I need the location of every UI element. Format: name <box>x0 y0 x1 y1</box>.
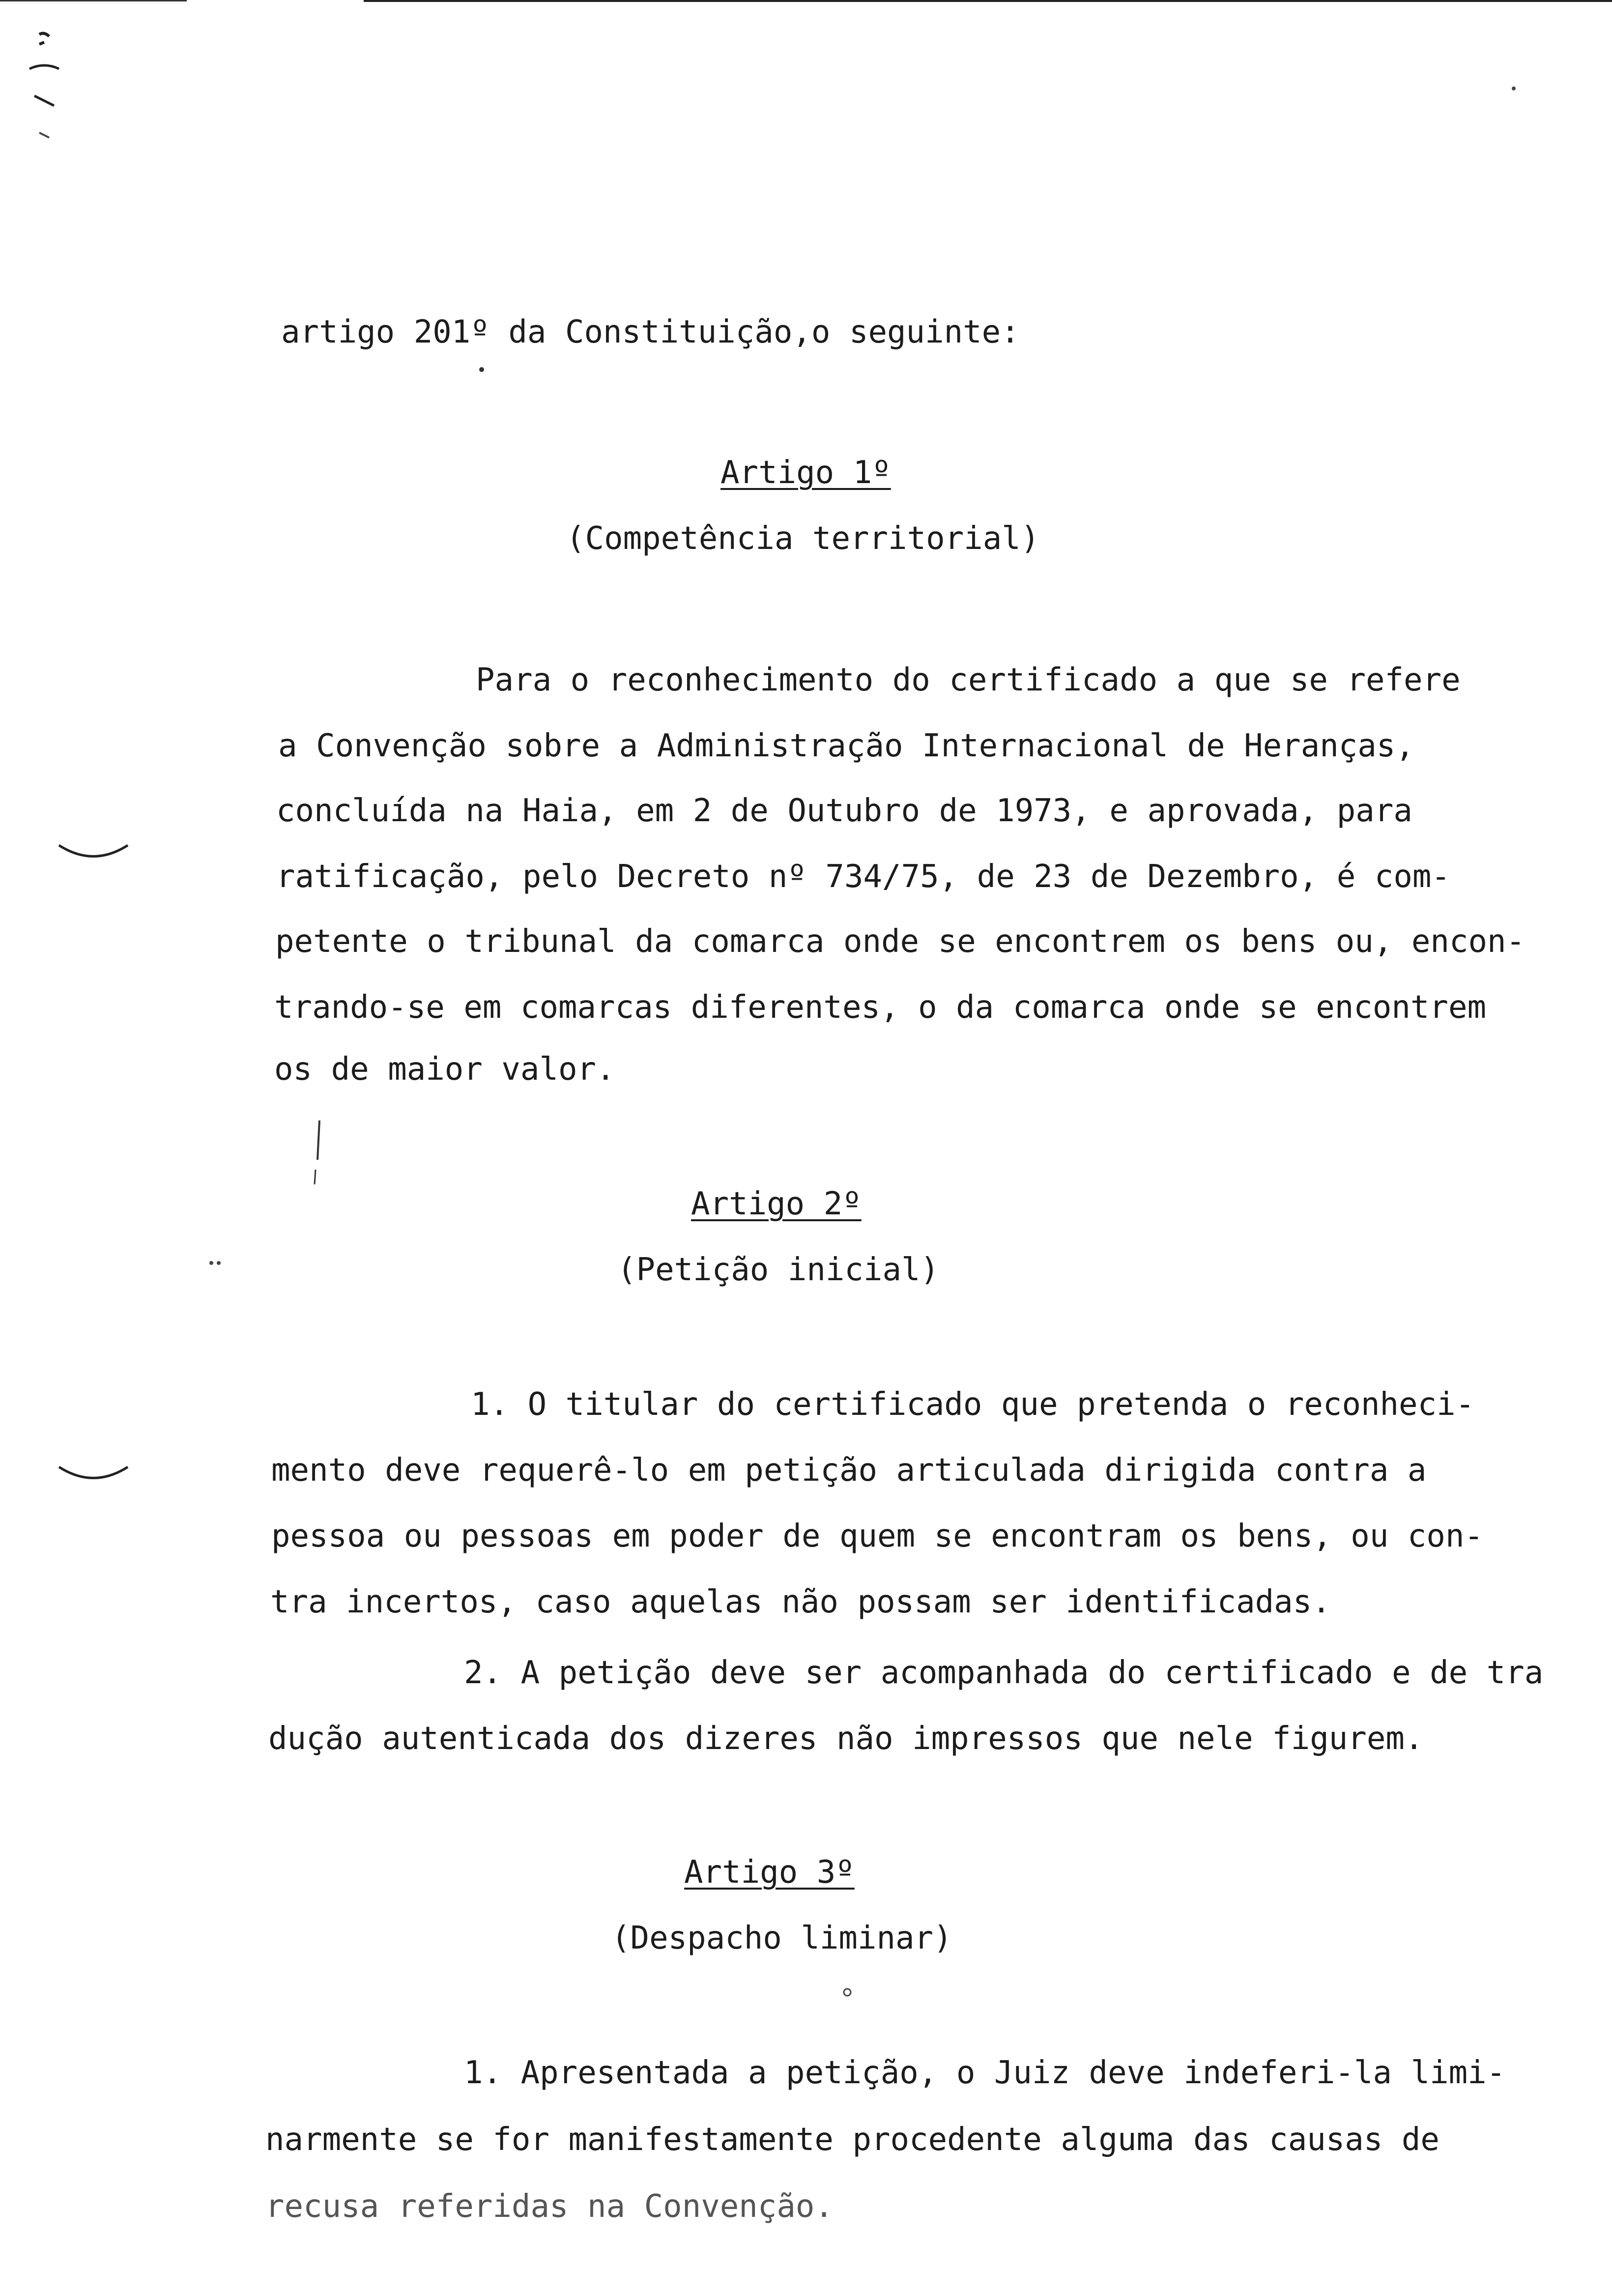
article-2-heading: Artigo 2º <box>691 1186 862 1222</box>
article-1-line: os de maior valor. <box>274 1051 615 1088</box>
article-1-line: trando-se em comarcas diferentes, o da comarca onde se encontrem <box>274 989 1486 1026</box>
article-2-line: mento deve requerê-lo em petição articulada dirigida contra a <box>271 1452 1427 1489</box>
article-2-line: pessoa ou pessoas em poder de quem se encontram os bens, ou con- <box>271 1518 1483 1554</box>
article-1-line: Para o reconhecimento do certificado a que se refere <box>476 662 1461 698</box>
article-1-heading: Artigo 1º <box>720 455 891 491</box>
article-2-line: dução autenticada dos dizeres não impressos que nele figurem. <box>268 1721 1424 1757</box>
article-3-line: 1. Apresentada a petição, o Juiz deve indeferi-la limi- <box>464 2055 1506 2091</box>
article-1-line: concluída na Haia, em 2 de Outubro de 1973, e aprovada, para <box>276 793 1412 829</box>
article-2-subtitle: (Petição inicial) <box>617 1252 940 1288</box>
intro-line: artigo 201º da Constituição,o seguinte: <box>281 314 1020 350</box>
article-1-line: petente o tribunal da comarca onde se encontrem os bens ou, encon- <box>275 923 1526 960</box>
article-1-line: ratificação, pelo Decreto nº 734/75, de 23 de Dezembro, é com- <box>276 859 1450 895</box>
article-3-heading: Artigo 3º <box>684 1854 855 1891</box>
article-2-line: 1. O titular do certificado que pretenda o reconheci- <box>471 1386 1475 1423</box>
article-2-line: tra incertos, caso aquelas não possam ser identificadas. <box>270 1584 1331 1620</box>
article-3-subtitle: (Despacho liminar) <box>611 1920 952 1956</box>
article-1-subtitle: (Competência territorial) <box>566 520 1040 557</box>
article-3-line: narmente se for manifestamente procedente alguma das causas de <box>265 2122 1439 2158</box>
article-2-line: 2. A petição deve ser acompanhada do certificado e de tra <box>464 1655 1544 1691</box>
article-1-line: a Convenção sobre a Administração Internacional de Heranças, <box>278 728 1414 764</box>
article-3-line: recusa referidas na Convenção. <box>265 2188 834 2225</box>
